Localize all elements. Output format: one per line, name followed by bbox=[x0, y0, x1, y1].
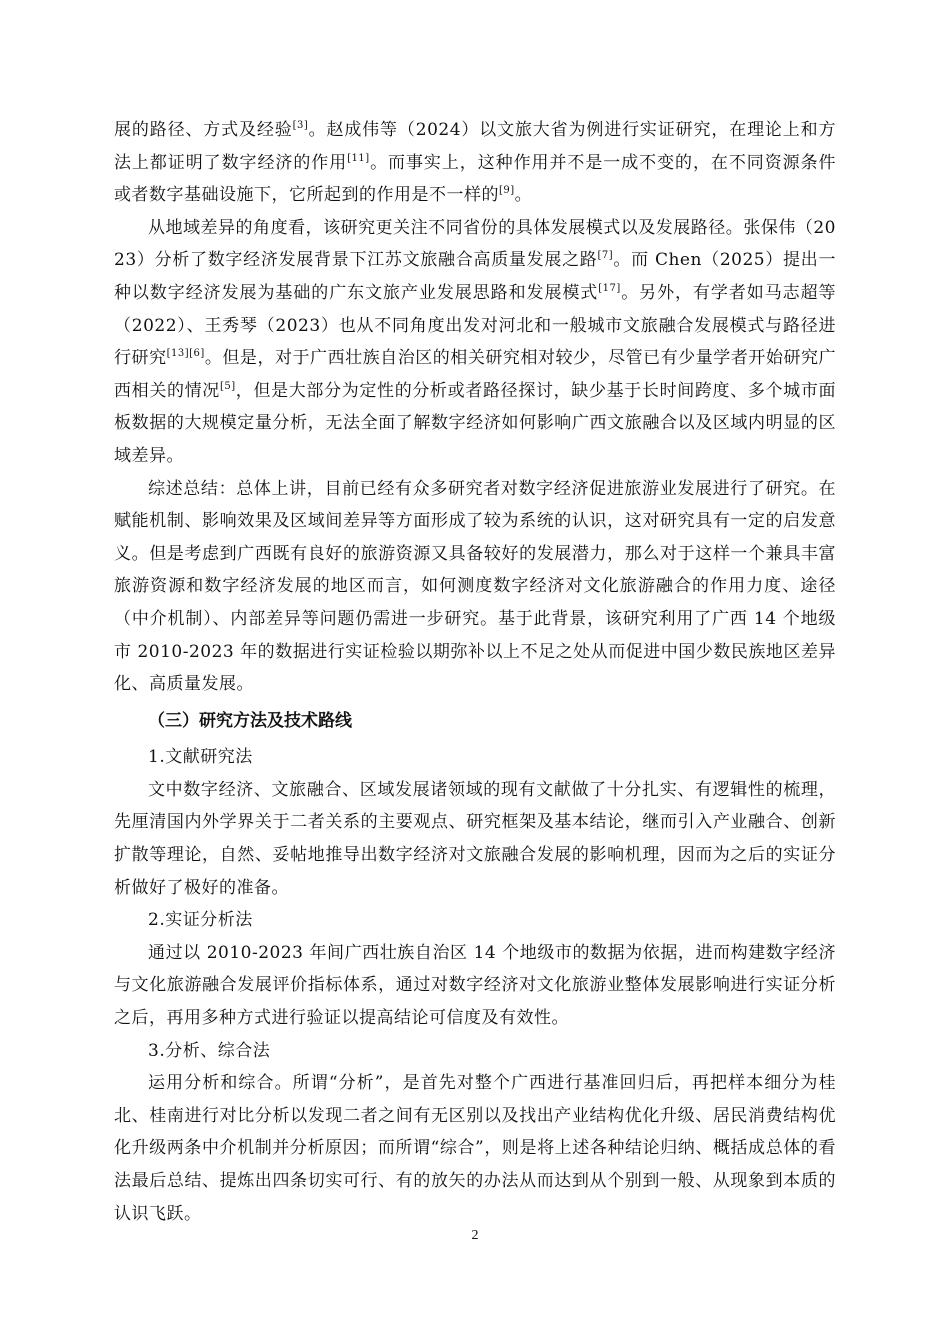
text-run: 。而事实上，这种作用并不是一成不变的，在不同资源条件或者数字基础设施下，它所起到的作用是不一样的 bbox=[114, 152, 836, 206]
text-run: 。另外，有学者如马志超等（2022）、王秀琴（2023）也从不同角度出发对河北和一般城市文旅融合发展模式与路径进行研究 bbox=[114, 282, 837, 369]
citation: [5] bbox=[219, 380, 236, 392]
text-run: 。但是，对于广西壮族自治区的相关研究相对较少，尽管已有少量学者开始研究广西相关的情况 bbox=[114, 348, 837, 401]
method-title-3: 3.分析、综合法 bbox=[148, 1040, 271, 1061]
page-number: 2 bbox=[471, 1228, 479, 1243]
text-run: 。 bbox=[514, 185, 533, 206]
citation: [7] bbox=[597, 250, 614, 262]
method-body-2: 通过以 2010-2023 年间广西壮族自治区 14 个地级市的数据为依据，进而构建数字经济与文化旅游融合发展评价指标体系，通过对数字经济对文化旅游业整体发展影响进行实证分析之后，再用多种方式进行验证以提高结论可信度及有效性。 bbox=[114, 942, 836, 1029]
citation: [11] bbox=[347, 152, 370, 164]
text-run: ，但是大部分为定性的分析或者路径探讨，缺少基于长时间跨度、多个城市面板数据的大规模定量分析，无法全面了解数字经济如何影响广西文旅融合以及区域内明显的区域差异。 bbox=[114, 380, 837, 466]
citation: [17] bbox=[598, 282, 621, 294]
method-body-3: 运用分析和综合。所谓“分析”，是首先对整个广西进行基准回归后，再把样本细分为桂北、桂南进行对比分析以发现二者之间有无区别以及找出产业结构优化升级、居民消费结构优化升级两条中介机制并分析原因；而所谓“综合”，则是将上述各种结论归纳、概括成总体的看法最后总结、提炼出四条切实可行、有的放矢的办法从而达到从个别到一般、从现象到本质的认识飞跃。 bbox=[114, 1073, 836, 1224]
text-run: 。而 Chen（2025）提出一种以数字经济发展为基础的广东文旅产业发展思路和发展模式 bbox=[114, 250, 836, 303]
page-body bbox=[114, 114, 836, 1230]
text-run: 从地域差异的角度看，该研究更关注不同省份的具体发展模式以及发展路径。张保伟（2023）分析了数字经济发展背景下江苏文旅融合高质量发展之路 bbox=[114, 217, 836, 271]
citation: [3] bbox=[292, 120, 309, 131]
method-body-1: 文中数字经济、文旅融合、区域发展诸领域的现有文献做了十分扎实、有逻辑性的梳理，先厘清国内外学界关于二者关系的主要观点、研究框架及基本结论，继而引入产业融合、创新扩散等理论，自然、妥帖地推导出数字经济对文旅融合发展的影响机理，因而为之后的实证分析做好了极好的准备。 bbox=[114, 779, 836, 898]
method-title-1: 1.文献研究法 bbox=[148, 747, 253, 768]
paragraph-regional-differences bbox=[114, 212, 836, 473]
method-title-2: 2.实证分析法 bbox=[148, 910, 253, 931]
citation: [13][6] bbox=[166, 348, 205, 360]
paragraph-summary: 综述总结：总体上讲，目前已经有众多研究者对数字经济促进旅游业发展进行了研究。在赋能机制、影响效果及区域间差异等方面形成了较为系统的认识，这对研究具有一定的启发意义。但是考虑到广西既有良好的旅游资源又具备较好的发展潜力，那么对于这样一个兼具丰富旅游资源和数字经济发展的地区而言，如何测度数字经济对文化旅游融合的作用力度、途径（中介机制）、内部差异等问题仍需进一步研究。基于此背景，该研究利用了广西 14 个地级市 2010-2023 年的数据进行实证检验以期弥补以上不足之处从而促进中国少数民族地区差异化、高质量发展。 bbox=[114, 478, 836, 695]
section-heading: （三）研究方法及技术路线 bbox=[148, 710, 352, 731]
text-run: 。赵成伟等（2024）以文旅大省为例进行实证研究，在理论上和方法上都证明了数字经济的作用 bbox=[114, 120, 837, 173]
text-run: 展的路径、方式及经验 bbox=[114, 120, 293, 140]
citation: [9] bbox=[499, 185, 515, 197]
paragraph-literature-continued bbox=[114, 114, 836, 212]
